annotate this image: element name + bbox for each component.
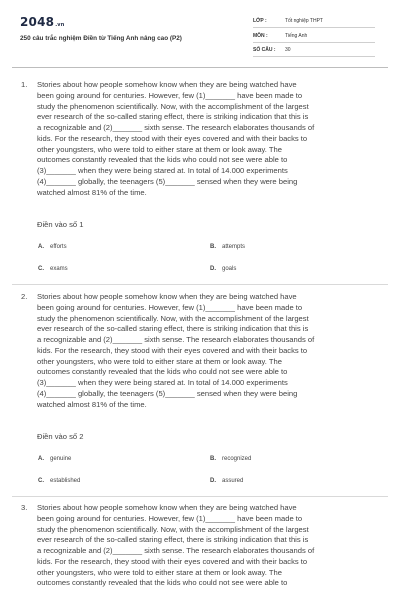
meta-grade-label: LỚP : — [253, 18, 267, 24]
passage-line: kids. For the research, they stood with their eyes covered and with their backs to — [37, 345, 308, 355]
meta-divider — [253, 56, 375, 57]
site-logo[interactable] — [20, 15, 65, 29]
document-header — [0, 0, 400, 68]
passage-line: study the phenomenon scientifically. Now, with the accomplishment of the largest — [37, 524, 309, 534]
option-letter: B. — [210, 456, 216, 462]
option-text: genuine — [50, 456, 72, 462]
question-passage — [37, 292, 383, 410]
passage-line: a recognizable and (2)_______ sixth sense. The research elaborates thousands of — [37, 123, 315, 132]
option-text: goals — [222, 266, 237, 272]
passage-line: ever research of the so-called staring effect, there is striking indication that this is — [37, 112, 309, 122]
question-prompt: Điền vào số 1 — [37, 220, 84, 229]
passage-line: been going around for centuries. However, few (1)_______ have been made to — [37, 302, 303, 312]
passage-line: Stories about how people somehow know when they are being watched have — [37, 503, 297, 512]
passage-line: other youngsters, who were told to either stare at them or look away. The — [37, 144, 282, 154]
passage-line: ever research of the so-called staring effect, there is striking indication that this is — [37, 535, 309, 545]
option-letter: D. — [210, 478, 216, 484]
option-text: attempts — [222, 244, 246, 250]
question-prompt: Điền vào số 2 — [37, 432, 84, 441]
option-text: exams — [50, 266, 68, 272]
passage-line: a recognizable and (2)_______ sixth sense. The research elaborates thousands of — [37, 546, 315, 555]
meta-divider — [253, 42, 375, 43]
question-number: 3. — [21, 503, 28, 512]
passage-line: a recognizable and (2)_______ sixth sense. The research elaborates thousands of — [37, 335, 315, 344]
question-number: 2. — [21, 292, 28, 301]
option-c[interactable] — [38, 478, 80, 484]
option-text: established — [50, 478, 81, 484]
passage-line: Stories about how people somehow know when they are being watched have — [37, 80, 297, 89]
option-b[interactable] — [210, 244, 245, 250]
option-text: efforts — [50, 244, 67, 250]
option-text: assured — [222, 478, 244, 484]
passage-line: study the phenomenon scientifically. Now, with the accomplishment of the largest — [37, 101, 309, 111]
option-a[interactable] — [38, 244, 67, 250]
question-divider — [12, 496, 388, 497]
meta-subject-label: MÔN : — [253, 33, 268, 39]
passage-line: kids. For the research, they stood with their eyes covered and with their backs to — [37, 133, 308, 143]
option-letter: D. — [210, 266, 216, 272]
option-b[interactable] — [210, 456, 251, 462]
passage-line: (3)_______ when they were being stared at. In total of 14.000 experiments — [37, 378, 288, 387]
passage-line: watched almost 81% of the time. — [37, 399, 147, 409]
header-divider — [12, 67, 388, 68]
passage-line: (4)_______ globally, the teenagers (5)_______ sensed when they were being — [37, 176, 298, 186]
passage-line: outcomes constantly revealed that the kids who could not see were able to — [37, 578, 288, 588]
meta-grade-value: Tốt nghiệp THPT — [285, 18, 323, 24]
option-d[interactable] — [210, 266, 236, 272]
page-title: 250 câu trắc nghiệm Điền từ Tiếng Anh nâng cao (P2) — [20, 35, 182, 42]
logo-suffix: .vn — [55, 22, 65, 28]
passage-line: ever research of the so-called staring effect, there is striking indication that this is — [37, 324, 309, 334]
option-a[interactable] — [38, 456, 71, 462]
option-letter: B. — [210, 244, 216, 250]
passage-line: study the phenomenon scientifically. Now, with the accomplishment of the largest — [37, 313, 309, 323]
meta-subject-value: Tiếng Anh — [285, 33, 308, 39]
passage-line: watched almost 81% of the time. — [37, 187, 147, 197]
meta-question-count-value: 30 — [285, 47, 291, 53]
passage-line: other youngsters, who were told to either stare at them or look away. The — [37, 567, 282, 577]
passage-line: (4)_______ globally, the teenagers (5)_______ sensed when they were being — [37, 388, 298, 398]
passage-line: been going around for centuries. However, few (1)_______ have been made to — [37, 513, 303, 523]
option-letter: C. — [38, 266, 44, 272]
passage-line: other youngsters, who were told to either stare at them or look away. The — [37, 356, 282, 366]
question-passage — [37, 80, 383, 198]
meta-divider — [253, 27, 375, 28]
question-number: 1. — [21, 80, 28, 89]
passage-line: been going around for centuries. However, few (1)_______ have been made to — [37, 90, 303, 100]
question-divider — [12, 284, 388, 285]
passage-line: kids. For the research, they stood with their eyes covered and with their backs to — [37, 556, 308, 566]
passage-line: Stories about how people somehow know when they are being watched have — [37, 292, 297, 301]
option-letter: A. — [38, 244, 44, 250]
passage-line: outcomes constantly revealed that the kids who could not see were able to — [37, 155, 288, 165]
option-c[interactable] — [38, 266, 68, 272]
option-letter: A. — [38, 456, 44, 462]
question-passage — [37, 503, 383, 589]
meta-question-count-label: SỐ CÂU : — [253, 47, 276, 53]
passage-line: (3)_______ when they were being stared at. In total of 14.000 experiments — [37, 166, 288, 175]
option-text: recognized — [222, 456, 252, 462]
logo-text: 2048 — [20, 15, 55, 29]
option-d[interactable] — [210, 478, 243, 484]
passage-line: outcomes constantly revealed that the kids who could not see were able to — [37, 367, 288, 377]
option-letter: C. — [38, 478, 44, 484]
